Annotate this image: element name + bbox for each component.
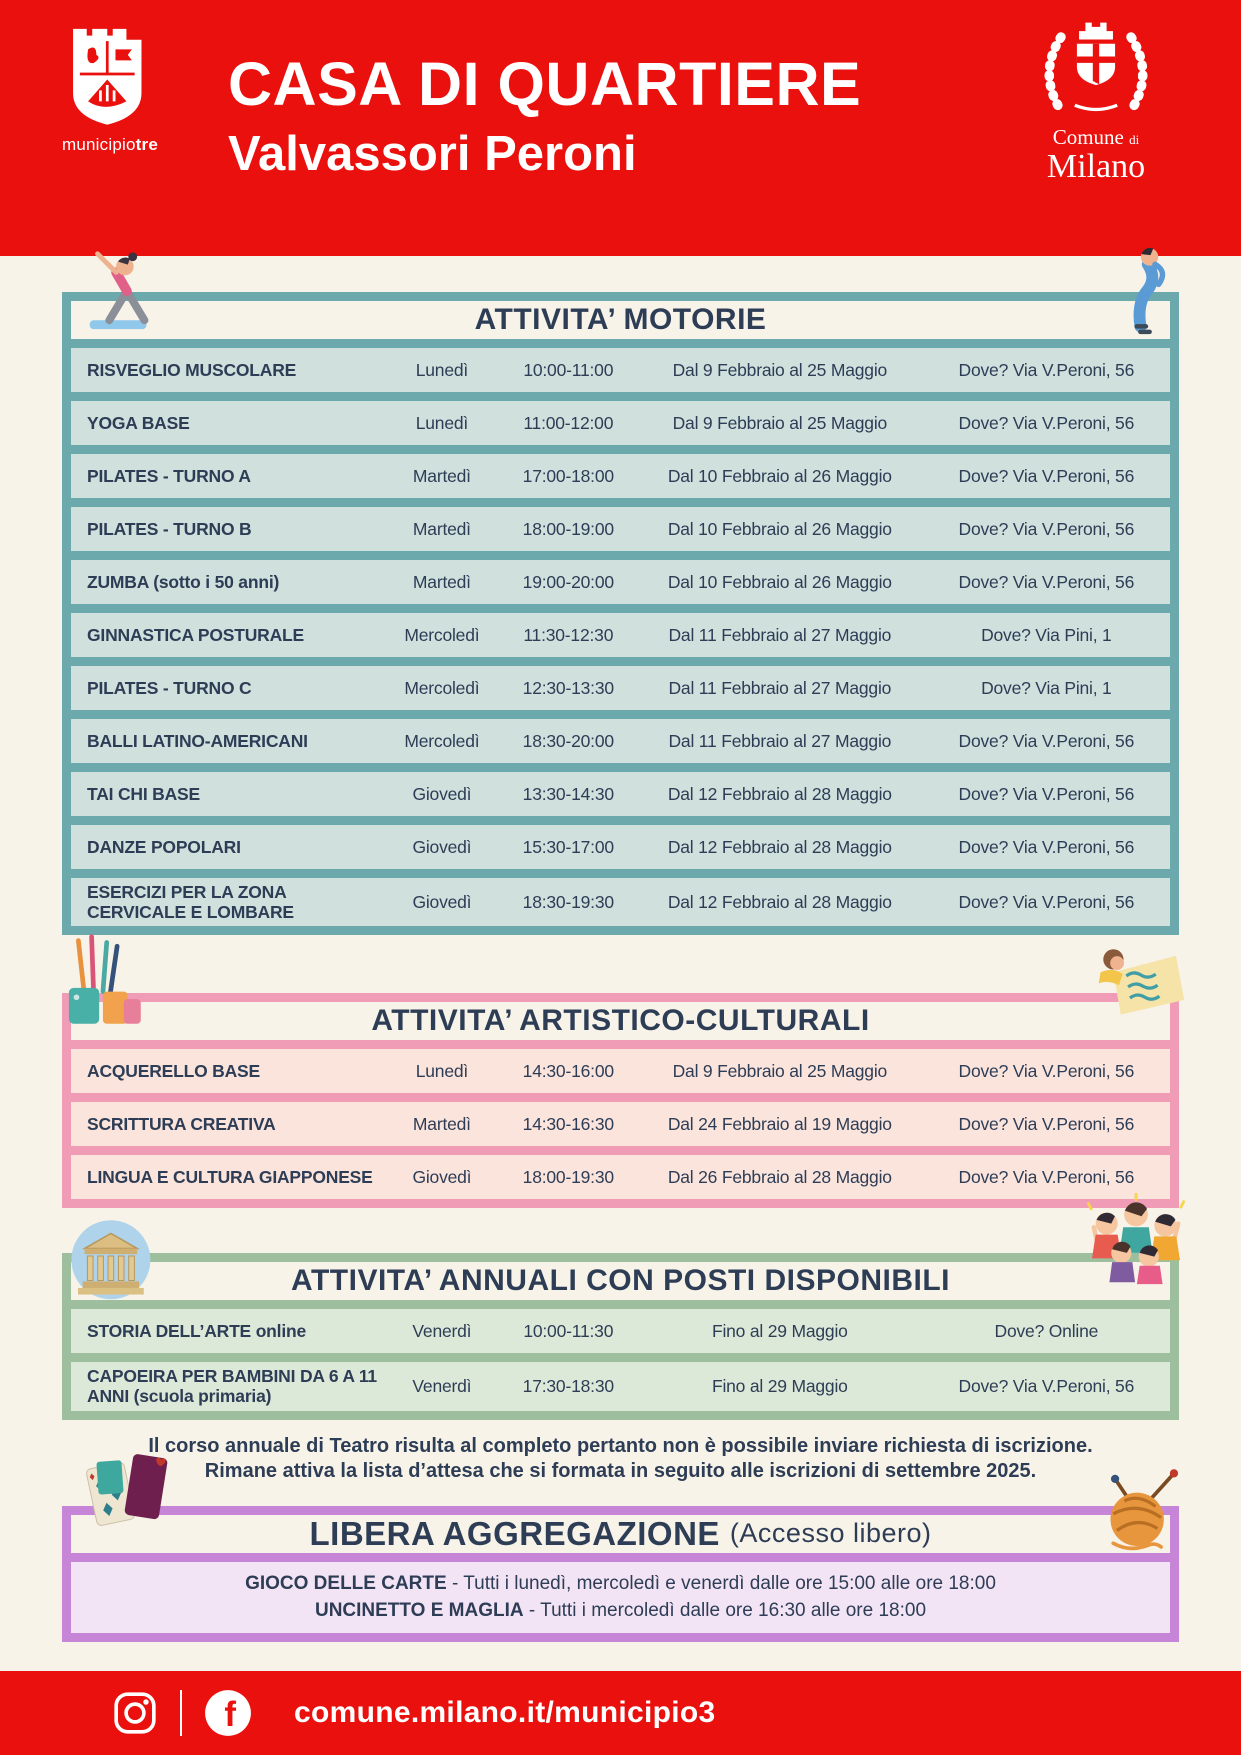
activity-period: Dal 12 Febbraio al 28 Maggio: [667, 783, 892, 804]
activity-name: PILATES - TURNO A: [87, 465, 251, 486]
activity-period: Dal 9 Febbraio al 25 Maggio: [672, 412, 888, 433]
municipio-tre-label: municipiotre: [62, 135, 158, 154]
stretching-person-right-icon: [1113, 240, 1177, 336]
activity-row: [71, 613, 1170, 657]
activity-name: CAPOEIRA PER BAMBINI DA 6 A 11 ANNI (scuola primaria): [87, 1366, 377, 1407]
activity-name: GINNASTICA POSTURALE: [87, 624, 305, 645]
activity-period: Dal 12 Febbraio al 28 Maggio: [667, 892, 892, 913]
activity-time: 18:30-20:00: [522, 730, 614, 751]
section-libera-aggregazione: [62, 1506, 1179, 1642]
activity-period: Dal 10 Febbraio al 26 Maggio: [667, 518, 892, 539]
activity-day: Giovedì: [412, 1167, 472, 1188]
activity-period: Dal 9 Febbraio al 25 Maggio: [672, 359, 888, 380]
yarn-knitting-icon: [1093, 1464, 1185, 1560]
activity-time: 18:00-19:00: [522, 518, 614, 539]
activity-period: Dal 12 Febbraio al 28 Maggio: [667, 836, 892, 857]
greek-temple-icon: [62, 1209, 156, 1303]
activity-period: Dal 26 Febbraio al 28 Maggio: [667, 1167, 892, 1188]
stretching-person-left-icon: [80, 246, 162, 334]
artistico-rows: [71, 1049, 1170, 1199]
activity-location: Dove? Via V.Peroni, 56: [958, 892, 1135, 913]
motorie-rows: [71, 348, 1170, 926]
municipio-tre-logo: [50, 22, 170, 155]
comune-milano-label-line2: Milano: [1046, 148, 1146, 185]
activity-day: Lunedì: [415, 1061, 469, 1082]
activity-day: Martedì: [412, 465, 471, 486]
activity-row: [71, 1309, 1170, 1353]
activity-day: Venerdì: [412, 1321, 472, 1342]
activity-name: ACQUERELLO BASE: [87, 1061, 260, 1082]
activity-period: Dal 11 Febbraio al 27 Maggio: [668, 624, 892, 645]
reading-child-icon: [1093, 941, 1189, 1033]
activity-period: Dal 11 Febbraio al 27 Maggio: [668, 677, 892, 698]
section-title-annuali: ATTIVITA’ ANNUALI CON POSTI DISPONIBILI: [71, 1262, 1170, 1300]
poster-titles: [228, 52, 861, 182]
activity-day: Mercoledì: [404, 677, 480, 698]
activity-time: 17:30-18:30: [522, 1376, 614, 1397]
activity-name: STORIA DELL’ARTE online: [87, 1321, 307, 1342]
activity-name: TAI CHI BASE: [87, 783, 200, 804]
activity-day: Martedì: [412, 1114, 471, 1135]
activity-day: Giovedì: [412, 783, 472, 804]
libera-title: LIBERA AGGREGAZIONE: [309, 1514, 720, 1552]
comune-milano-logo: [1021, 12, 1171, 184]
activity-period: Dal 9 Febbraio al 25 Maggio: [672, 1061, 888, 1082]
footer-banner: [0, 1671, 1241, 1755]
annuali-rows: [71, 1309, 1170, 1410]
activity-location: Dove? Via V.Peroni, 56: [958, 1114, 1135, 1135]
activity-row: [71, 1049, 1170, 1093]
facebook-icon[interactable]: [204, 1689, 252, 1737]
activity-row: [71, 454, 1170, 498]
activity-row: [71, 719, 1170, 763]
activity-day: Giovedì: [412, 892, 472, 913]
libera-item-gioco-carte: GIOCO DELLE CARTE - Tutti i lunedì, mercoledì e venerdì dalle ore 15:00 alle ore 18:00: [245, 1572, 996, 1594]
activity-location: Dove? Via V.Peroni, 56: [958, 730, 1135, 751]
libera-item-uncinetto: UNCINETTO E MAGLIA - Tutti i mercoledì dalle ore 16:30 alle ore 18:00: [314, 1600, 927, 1622]
poster-body: [0, 292, 1241, 1642]
activity-time: 15:30-17:00: [522, 836, 614, 857]
instagram-icon[interactable]: [112, 1690, 158, 1736]
section-attivita-motorie: [62, 292, 1179, 935]
activity-period: Fino al 29 Maggio: [711, 1376, 848, 1397]
poster-subtitle: Valvassori Peroni: [228, 127, 637, 182]
activity-name: DANZE POPOLARI: [87, 836, 241, 857]
activity-location: Dove? Via V.Peroni, 56: [958, 465, 1135, 486]
activity-time: 18:00-19:30: [522, 1167, 614, 1188]
activity-day: Venerdì: [412, 1376, 472, 1397]
activity-location: Dove? Via V.Peroni, 56: [958, 1167, 1135, 1188]
activity-name: RISVEGLIO MUSCOLARE: [87, 359, 297, 380]
activity-time: 11:30-12:30: [523, 624, 614, 645]
header-banner: [0, 0, 1241, 256]
activity-day: Mercoledì: [404, 730, 480, 751]
activity-location: Dove? Via V.Peroni, 56: [958, 571, 1135, 592]
activity-location: Dove? Via Pini, 1: [981, 677, 1112, 698]
poster-title: CASA DI QUARTIERE: [228, 50, 862, 118]
activity-day: Martedì: [412, 518, 471, 539]
activity-location: Dove? Via V.Peroni, 56: [958, 518, 1135, 539]
activity-location: Dove? Online: [994, 1321, 1099, 1342]
activity-time: 13:30-14:30: [522, 783, 614, 804]
activity-time: 14:30-16:30: [522, 1114, 614, 1135]
activity-row: [71, 401, 1170, 445]
activity-row: [71, 1155, 1170, 1199]
activity-location: Dove? Via V.Peroni, 56: [958, 359, 1135, 380]
section-title-libera: [71, 1515, 1170, 1553]
activity-location: Dove? Via V.Peroni, 56: [958, 836, 1135, 857]
activity-name: SCRITTURA CREATIVA: [87, 1114, 276, 1135]
teatro-note-line1: Il corso annuale di Teatro risulta al completo pertanto non è possibile inviare richiesta di iscrizione.: [148, 1434, 1093, 1457]
playing-cards-icon: [76, 1448, 176, 1554]
activity-time: 10:00-11:30: [523, 1321, 614, 1342]
teatro-note-line2: Rimane attiva la lista d’attesa che si formata in seguito alle iscrizioni di settembre 2025.: [204, 1459, 1037, 1482]
activity-row: [71, 560, 1170, 604]
section-attivita-annuali: [62, 1253, 1179, 1419]
activity-name: YOGA BASE: [87, 412, 190, 433]
activity-period: Dal 11 Febbraio al 27 Maggio: [668, 730, 892, 751]
activity-location: Dove? Via V.Peroni, 56: [958, 412, 1135, 433]
section-title-artistico: ATTIVITA’ ARTISTICO-CULTURALI: [71, 1002, 1170, 1040]
activity-time: 19:00-20:00: [522, 571, 614, 592]
section-title-motorie: ATTIVITA’ MOTORIE: [71, 301, 1170, 339]
teatro-note: [62, 1434, 1179, 1484]
activity-location: Dove? Via V.Peroni, 56: [958, 1376, 1135, 1397]
activity-period: Dal 24 Febbraio al 19 Maggio: [667, 1114, 892, 1135]
libera-aggregazione-box: [71, 1562, 1170, 1633]
activity-time: 14:30-16:00: [522, 1061, 614, 1082]
activity-period: Dal 10 Febbraio al 26 Maggio: [667, 571, 892, 592]
activity-row: [71, 348, 1170, 392]
activity-name: BALLI LATINO-AMERICANI: [87, 730, 308, 751]
municipio-tre-shield-icon: [64, 22, 156, 126]
activity-day: Mercoledì: [404, 624, 480, 645]
activity-time: 10:00-11:00: [523, 359, 614, 380]
activity-name: ZUMBA (sotto i 50 anni): [87, 571, 280, 592]
activity-location: Dove? Via V.Peroni, 56: [958, 783, 1135, 804]
activity-day: Lunedì: [415, 412, 469, 433]
activity-row: [71, 772, 1170, 816]
comune-milano-crest-icon: [1032, 12, 1160, 118]
activity-name: PILATES - TURNO B: [87, 518, 252, 539]
activity-name: ESERCIZI PER LA ZONA CERVICALE E LOMBARE: [87, 882, 294, 923]
activity-name: LINGUA E CULTURA GIAPPONESE: [87, 1167, 373, 1188]
activity-row: [71, 1102, 1170, 1146]
activity-time: 11:00-12:00: [523, 412, 614, 433]
activity-day: Martedì: [412, 571, 471, 592]
footer-divider: [180, 1690, 182, 1736]
activity-location: Dove? Via V.Peroni, 56: [958, 1061, 1135, 1082]
activity-row: [71, 878, 1170, 926]
activity-time: 12:30-13:30: [522, 677, 614, 698]
activity-period: Dal 10 Febbraio al 26 Maggio: [667, 465, 892, 486]
activity-row: [71, 666, 1170, 710]
comune-milano-label-line1: Comune di: [1052, 125, 1140, 149]
activity-day: Giovedì: [412, 836, 472, 857]
svg-text:f: f: [224, 1695, 236, 1735]
activity-period: Fino al 29 Maggio: [711, 1321, 848, 1342]
libera-subtitle: (Accesso libero): [729, 1518, 932, 1548]
section-attivita-artistico-culturali: [62, 993, 1179, 1208]
activity-name: PILATES - TURNO C: [87, 677, 252, 698]
activity-time: 18:30-19:30: [522, 892, 614, 913]
activity-location: Dove? Via Pini, 1: [981, 624, 1112, 645]
activity-row: [71, 1362, 1170, 1410]
footer-url[interactable]: comune.milano.it/municipio3: [294, 1696, 716, 1729]
activity-day: Lunedì: [415, 359, 469, 380]
paintbrushes-pots-icon: [58, 933, 146, 1037]
activity-row: [71, 825, 1170, 869]
activity-row: [71, 507, 1170, 551]
activity-time: 17:00-18:00: [522, 465, 614, 486]
cheering-children-icon: [1081, 1189, 1191, 1293]
